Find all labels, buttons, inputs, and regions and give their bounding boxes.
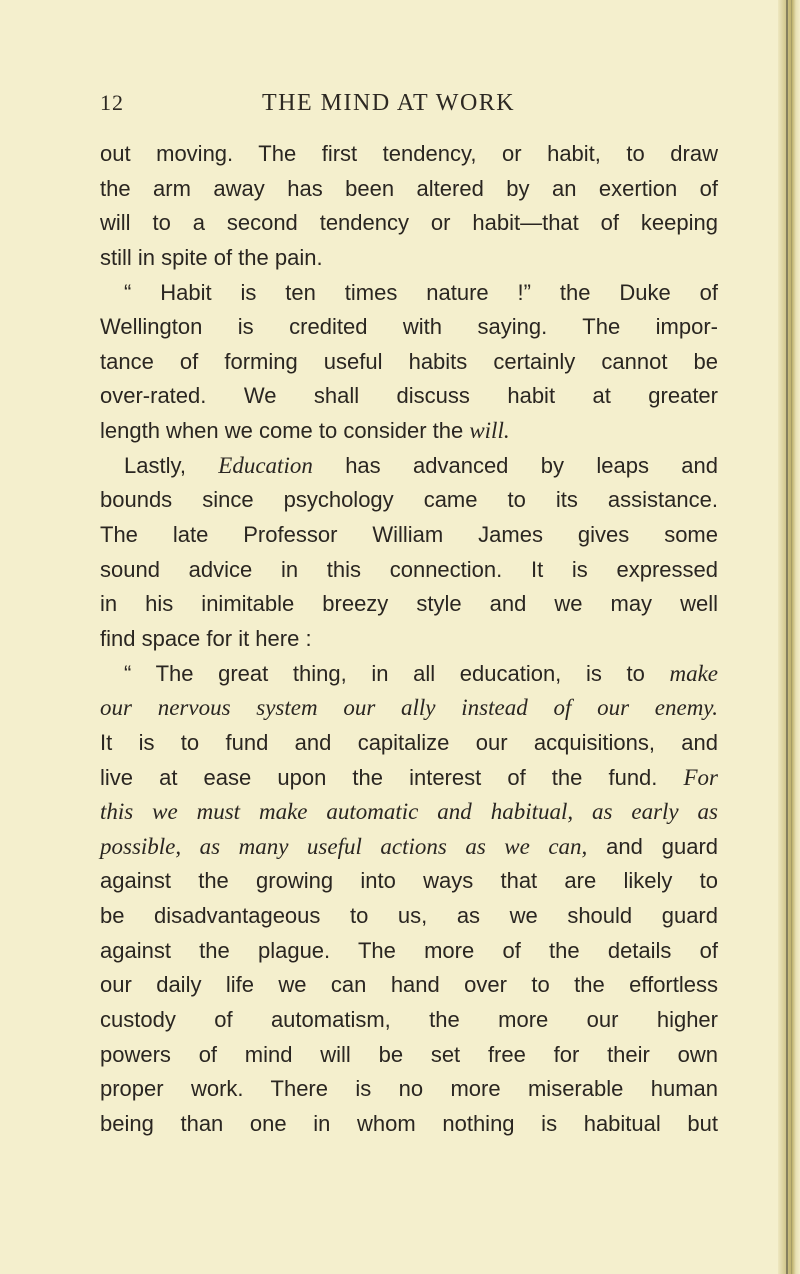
text-line <box>100 899 718 934</box>
text-run: Wellington is credited with saying. The impor- <box>100 314 718 340</box>
italic-text: make <box>669 660 718 686</box>
text-run: still in spite of the pain. <box>100 244 323 270</box>
text-run: bounds since psychology came to its assistance. <box>100 487 718 513</box>
italic-text: will. <box>469 418 510 444</box>
text-run: being than one in whom nothing is habitual but <box>100 1110 718 1136</box>
text-line <box>100 761 718 796</box>
italic-text: possible, as many useful actions as we can, <box>100 833 588 859</box>
text-run: be disadvantageous to us, as we should guard <box>100 903 718 929</box>
page-number: 12 <box>100 90 124 115</box>
text-run: out moving. The first tendency, or habit, to draw <box>100 141 718 166</box>
text-line <box>100 934 718 969</box>
text-run: tance of forming useful habits certainly cannot be <box>100 348 718 374</box>
text-run: length when we come to consider the <box>100 418 470 444</box>
text-run: our daily life we can hand over to the effortless <box>100 972 718 998</box>
running-title: THE MIND AT WORK <box>262 90 516 116</box>
text-run: has advanced by leaps and <box>312 452 718 478</box>
text-run: against the plague. The more of the details of <box>100 937 718 963</box>
text-line <box>100 379 718 414</box>
text-run: sound advice in this connection. It is expressed <box>100 556 718 582</box>
text-line <box>100 206 718 241</box>
text-line <box>100 691 718 726</box>
text-run: the arm away has been altered by an exertion of <box>100 175 718 201</box>
text-line <box>100 795 718 830</box>
text-run: “ Habit is ten times nature !” the Duke of <box>124 279 718 305</box>
italic-text: this we must make automatic and habitual, as early as <box>100 799 718 825</box>
text-line <box>100 864 718 899</box>
text-line <box>100 449 718 484</box>
text-run: “ The great thing, in all education, is to <box>124 660 670 686</box>
text-run: powers of mind will be set free for their own <box>100 1041 718 1067</box>
text-line <box>100 1107 718 1142</box>
text-line <box>100 726 718 761</box>
text-run: The late Professor William James gives some <box>100 522 718 548</box>
text-run: against the growing into ways that are likely to <box>100 868 718 894</box>
text-run: Lastly, <box>124 452 219 478</box>
text-run: will to a second tendency or habit—that of keeping <box>100 210 718 236</box>
text-line <box>100 483 718 518</box>
text-line <box>100 1003 718 1038</box>
text-run: It is to fund and capitalize our acquisitions, and <box>100 729 718 755</box>
text-line <box>100 968 718 1003</box>
body-text <box>100 137 718 1142</box>
text-run: in his inimitable breezy style and we may well <box>100 591 718 617</box>
text-run: over-rated. We shall discuss habit at greater <box>100 383 718 409</box>
text-run: custody of automatism, the more our higher <box>100 1007 718 1033</box>
text-line <box>100 553 718 588</box>
italic-text: Education <box>218 452 313 478</box>
text-line <box>100 310 718 345</box>
text-line <box>100 345 718 380</box>
text-line <box>100 172 718 207</box>
text-run: find space for it here : <box>100 625 312 651</box>
text-line <box>100 137 718 172</box>
text-line <box>100 830 718 865</box>
text-line <box>100 414 718 449</box>
text-line <box>100 587 718 622</box>
italic-text: For <box>683 764 718 790</box>
text-line <box>100 1038 718 1073</box>
text-run: live at ease upon the interest of the fund. <box>100 764 684 790</box>
text-line <box>100 622 718 657</box>
text-line <box>100 1072 718 1107</box>
text-line <box>100 657 718 692</box>
text-run: and guard <box>587 833 719 859</box>
text-run: proper work. There is no more miserable human <box>100 1076 718 1102</box>
page-edge-shadow <box>778 0 800 1274</box>
text-line <box>100 241 718 276</box>
text-line <box>100 518 718 553</box>
italic-text: our nervous system our ally instead of our enemy. <box>100 695 718 721</box>
text-line <box>100 276 718 311</box>
